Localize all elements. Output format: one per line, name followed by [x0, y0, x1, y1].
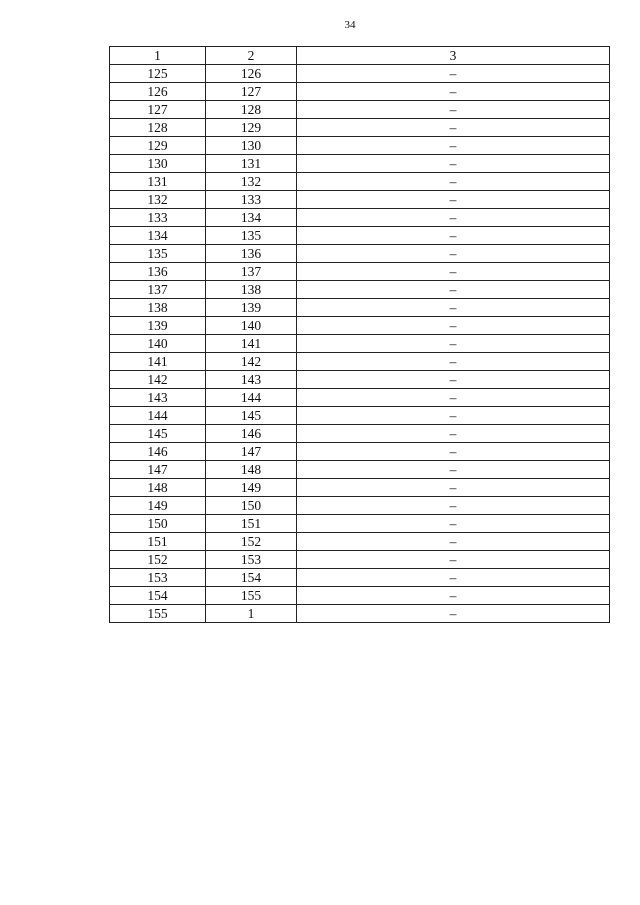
table-cell-col-1: 126: [110, 83, 206, 101]
table-cell-col-1: 138: [110, 299, 206, 317]
table-cell-col-3: –: [297, 209, 610, 227]
table-row: [110, 497, 610, 515]
table-cell-col-3: –: [297, 371, 610, 389]
table-row: [110, 443, 610, 461]
table-cell-col-3: –: [297, 65, 610, 83]
table-row: [110, 605, 610, 623]
table-cell-col-1: 130: [110, 155, 206, 173]
table-cell-col-2: 146: [206, 425, 297, 443]
table-cell-col-1: 136: [110, 263, 206, 281]
table-row: [110, 389, 610, 407]
table-cell-col-1: 129: [110, 137, 206, 155]
table-cell-col-2: 135: [206, 227, 297, 245]
table-cell-col-1: 143: [110, 389, 206, 407]
table-row: [110, 101, 610, 119]
table-cell-col-2: 138: [206, 281, 297, 299]
table-cell-col-3: –: [297, 461, 610, 479]
table-cell-col-3: –: [297, 245, 610, 263]
table-cell-col-3: –: [297, 335, 610, 353]
table-row: [110, 119, 610, 137]
table-cell-col-2: 142: [206, 353, 297, 371]
table-cell-col-2: 128: [206, 101, 297, 119]
table-row: [110, 335, 610, 353]
table-row: [110, 425, 610, 443]
table-cell-col-3: –: [297, 317, 610, 335]
table-cell-col-1: 152: [110, 551, 206, 569]
table-cell-col-2: 143: [206, 371, 297, 389]
table-row: [110, 173, 610, 191]
table-cell-col-2: 154: [206, 569, 297, 587]
table-body: [110, 65, 610, 623]
table-cell-col-2: 155: [206, 587, 297, 605]
table-cell-col-3: –: [297, 155, 610, 173]
table-cell-col-3: –: [297, 173, 610, 191]
table-row: [110, 209, 610, 227]
table-cell-col-2: 149: [206, 479, 297, 497]
table-cell-col-3: –: [297, 119, 610, 137]
table-cell-col-3: –: [297, 533, 610, 551]
table-cell-col-1: 140: [110, 335, 206, 353]
table-cell-col-2: 147: [206, 443, 297, 461]
table-cell-col-3: –: [297, 281, 610, 299]
table-cell-col-3: –: [297, 497, 610, 515]
table-cell-col-3: –: [297, 551, 610, 569]
table-cell-col-1: 155: [110, 605, 206, 623]
table-cell-col-1: 137: [110, 281, 206, 299]
table-cell-col-1: 133: [110, 209, 206, 227]
table-cell-col-3: –: [297, 587, 610, 605]
table-cell-col-1: 125: [110, 65, 206, 83]
table-cell-col-1: 150: [110, 515, 206, 533]
table-row: [110, 461, 610, 479]
table-row: [110, 317, 610, 335]
table-row: [110, 299, 610, 317]
table-cell-col-1: 151: [110, 533, 206, 551]
table-row: [110, 515, 610, 533]
table-cell-col-1: 142: [110, 371, 206, 389]
page-number: 34: [344, 19, 356, 31]
table-cell-col-3: –: [297, 101, 610, 119]
table-cell-col-2: 151: [206, 515, 297, 533]
table-cell-col-3: –: [297, 605, 610, 623]
table-cell-col-2: 126: [206, 65, 297, 83]
header-row: [110, 47, 610, 65]
table-cell-col-1: 141: [110, 353, 206, 371]
table-cell-col-2: 140: [206, 317, 297, 335]
table-cell-col-2: 144: [206, 389, 297, 407]
table-cell-col-1: 134: [110, 227, 206, 245]
table-row: [110, 371, 610, 389]
table-cell-col-1: 144: [110, 407, 206, 425]
table-cell-col-1: 148: [110, 479, 206, 497]
column-header-2: 2: [206, 47, 297, 65]
table-cell-col-2: 150: [206, 497, 297, 515]
table-cell-col-1: 147: [110, 461, 206, 479]
table-cell-col-2: 145: [206, 407, 297, 425]
table-cell-col-3: –: [297, 227, 610, 245]
table-cell-col-2: 136: [206, 245, 297, 263]
table-cell-col-1: 149: [110, 497, 206, 515]
table-cell-col-1: 145: [110, 425, 206, 443]
table-cell-col-1: 135: [110, 245, 206, 263]
table-row: [110, 533, 610, 551]
table-cell-col-2: 127: [206, 83, 297, 101]
table-row: [110, 551, 610, 569]
table-cell-col-2: 137: [206, 263, 297, 281]
table-cell-col-1: 154: [110, 587, 206, 605]
table-row: [110, 155, 610, 173]
table-row: [110, 191, 610, 209]
table-cell-col-3: –: [297, 263, 610, 281]
table-cell-col-2: 141: [206, 335, 297, 353]
table-cell-col-1: 146: [110, 443, 206, 461]
table-cell-col-2: 132: [206, 173, 297, 191]
table-header: [110, 47, 610, 65]
table-row: [110, 137, 610, 155]
table-cell-col-3: –: [297, 353, 610, 371]
table-cell-col-3: –: [297, 425, 610, 443]
data-table: [109, 46, 610, 623]
table-cell-col-3: –: [297, 299, 610, 317]
table-row: [110, 83, 610, 101]
table-row: [110, 65, 610, 83]
table-cell-col-1: 128: [110, 119, 206, 137]
column-header-1: 1: [110, 47, 206, 65]
table-cell-col-2: 133: [206, 191, 297, 209]
table-cell-col-3: –: [297, 137, 610, 155]
table-row: [110, 227, 610, 245]
table-cell-col-3: –: [297, 389, 610, 407]
table-row: [110, 479, 610, 497]
table-cell-col-3: –: [297, 443, 610, 461]
table-row: [110, 245, 610, 263]
table-cell-col-3: –: [297, 479, 610, 497]
table-cell-col-3: –: [297, 407, 610, 425]
table-cell-col-2: 130: [206, 137, 297, 155]
table-row: [110, 263, 610, 281]
table-cell-col-2: 1: [206, 605, 297, 623]
column-header-3: 3: [297, 47, 610, 65]
table-cell-col-3: –: [297, 83, 610, 101]
table-container: [109, 46, 609, 623]
table-row: [110, 353, 610, 371]
table-cell-col-3: –: [297, 191, 610, 209]
table-cell-col-3: –: [297, 569, 610, 587]
table-cell-col-1: 139: [110, 317, 206, 335]
table-cell-col-1: 153: [110, 569, 206, 587]
table-cell-col-1: 132: [110, 191, 206, 209]
table-cell-col-2: 153: [206, 551, 297, 569]
table-cell-col-2: 148: [206, 461, 297, 479]
table-row: [110, 569, 610, 587]
table-row: [110, 281, 610, 299]
table-cell-col-1: 131: [110, 173, 206, 191]
table-row: [110, 407, 610, 425]
table-cell-col-2: 139: [206, 299, 297, 317]
table-cell-col-1: 127: [110, 101, 206, 119]
table-row: [110, 587, 610, 605]
table-cell-col-2: 129: [206, 119, 297, 137]
table-cell-col-2: 131: [206, 155, 297, 173]
table-cell-col-2: 134: [206, 209, 297, 227]
table-cell-col-2: 152: [206, 533, 297, 551]
table-cell-col-3: –: [297, 515, 610, 533]
